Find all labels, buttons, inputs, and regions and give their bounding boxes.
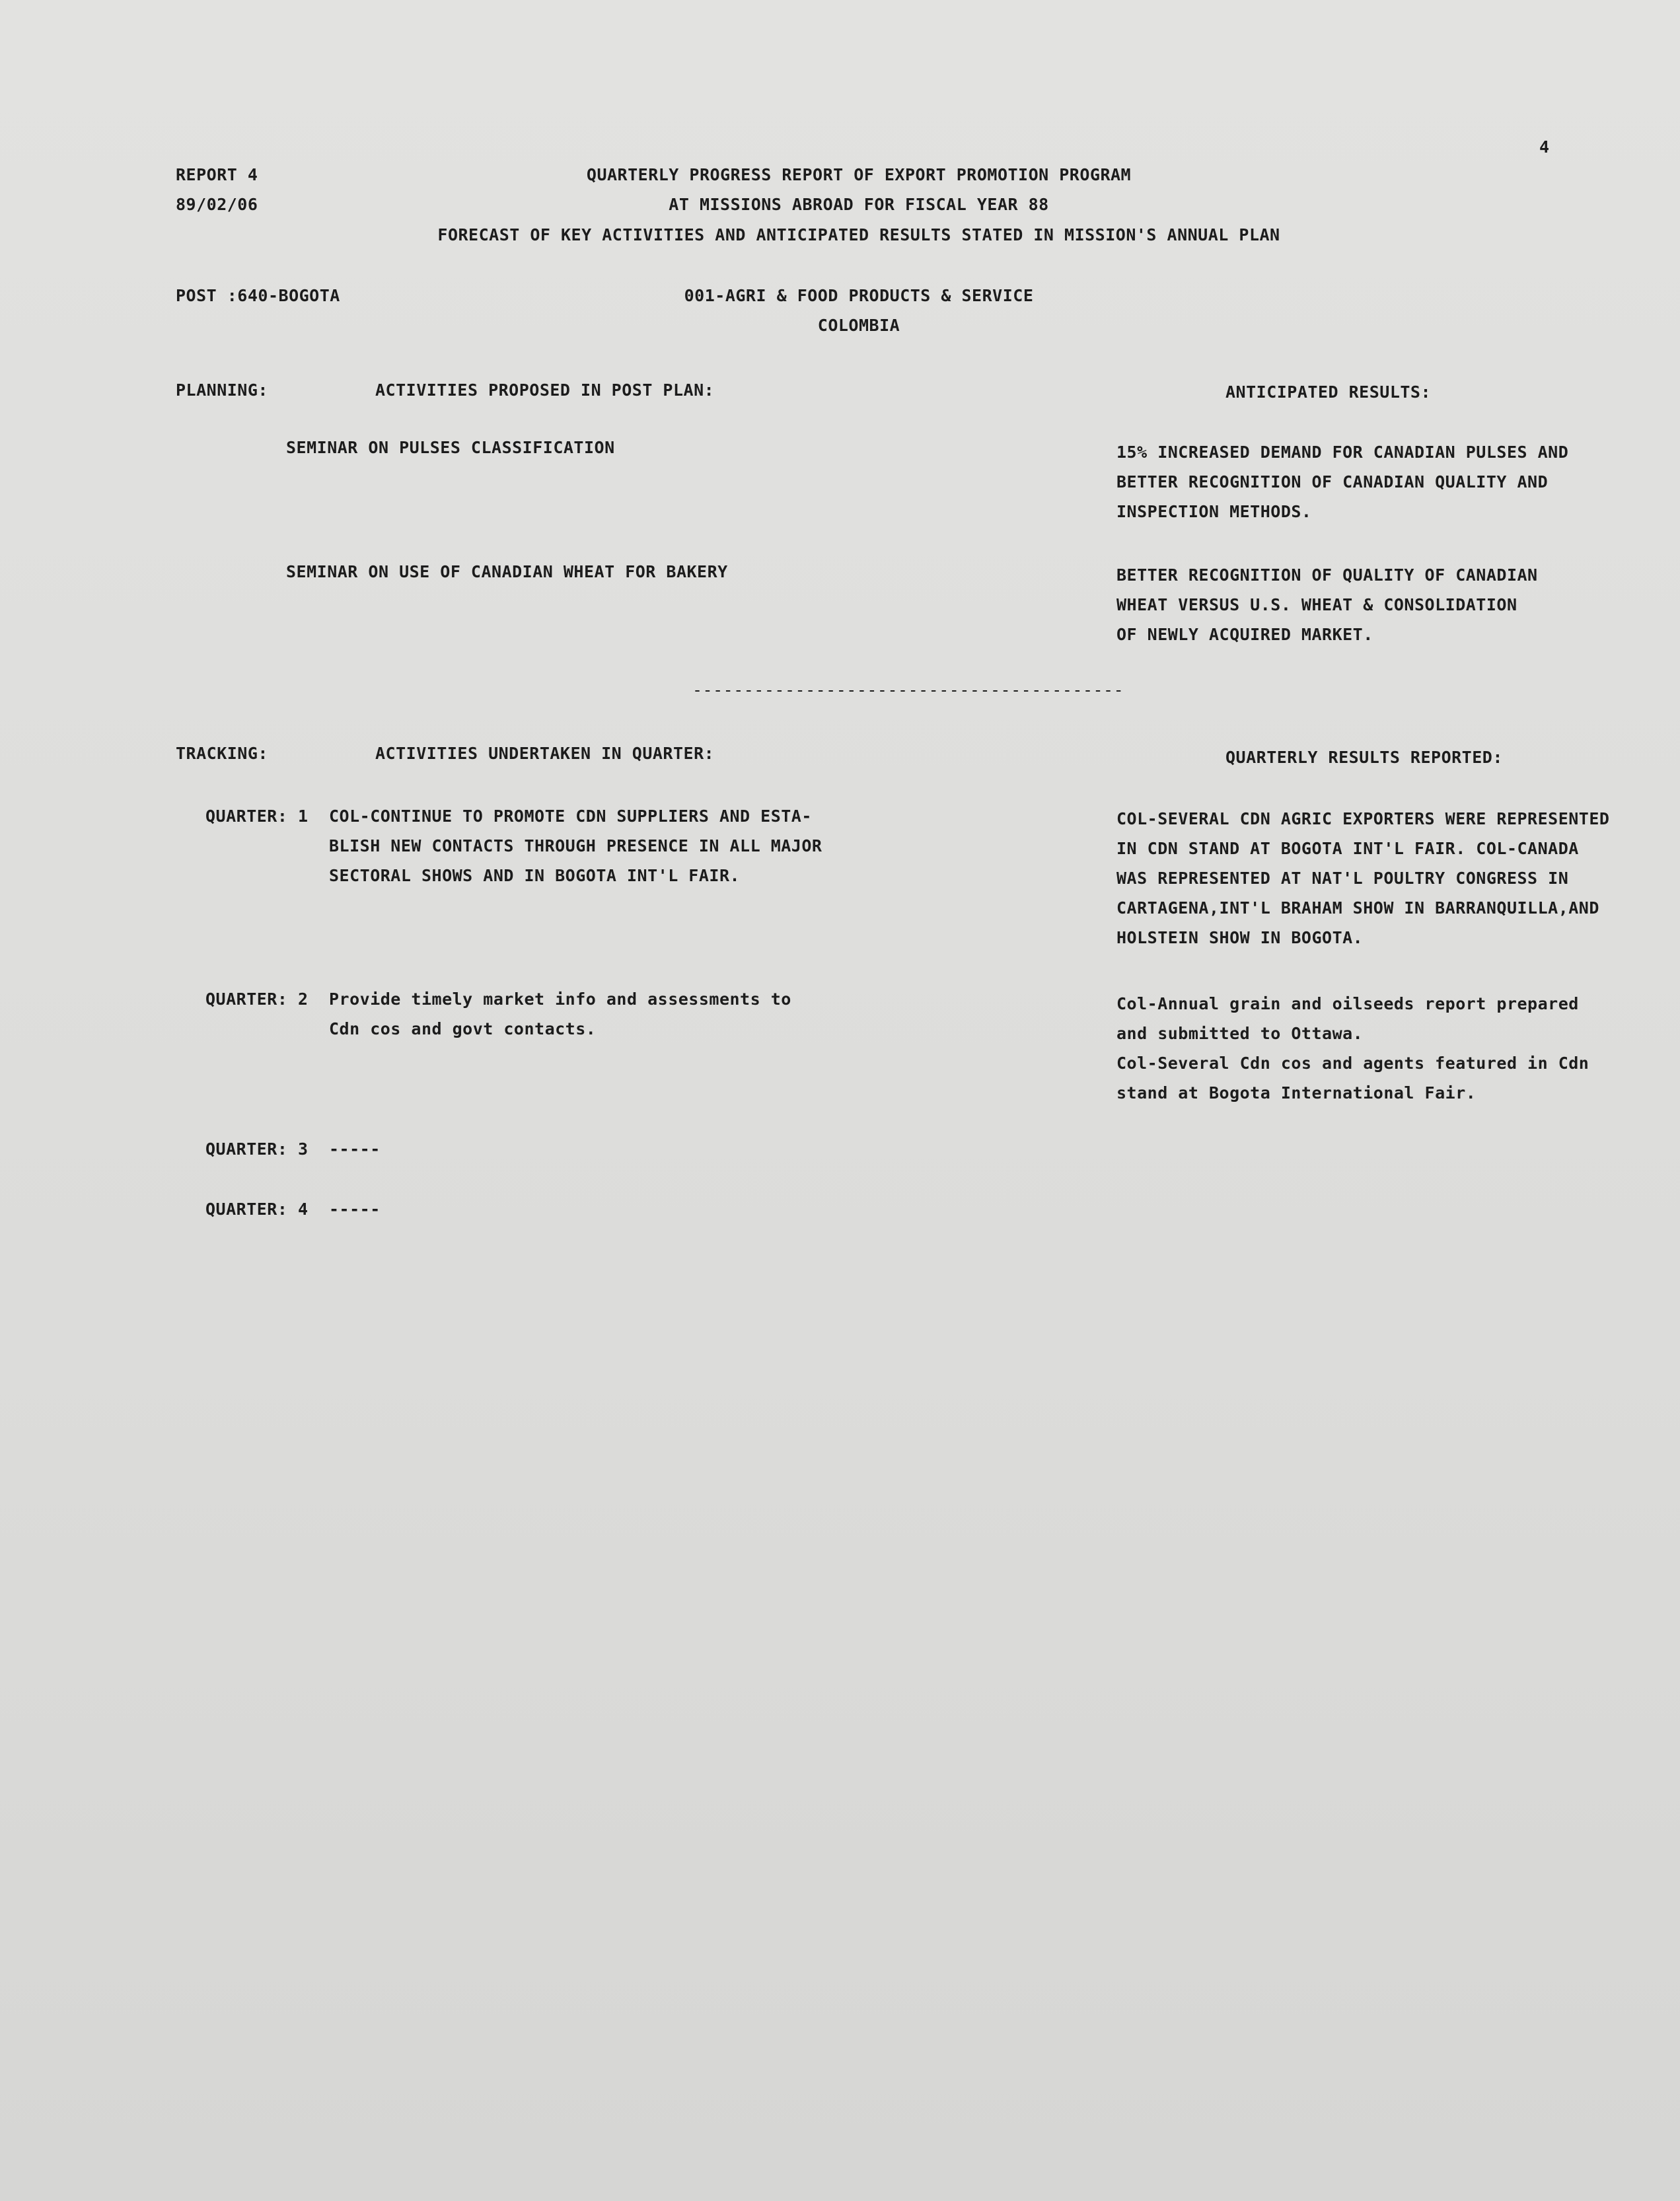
tracking-label: TRACKING: [176, 744, 268, 763]
planning-label: PLANNING: [176, 380, 268, 400]
report-id: REPORT 4 [176, 165, 258, 184]
country-label: COLOMBIA [817, 316, 900, 335]
report-date: 89/02/06 [176, 195, 258, 214]
post-label: POST :640-BOGOTA [176, 286, 340, 305]
sector-label: 001-AGRI & FOOD PRODUCTS & SERVICE [684, 286, 1034, 305]
quarter-3-activity: ----- [329, 1139, 381, 1159]
quarter-3-label: QUARTER: 3 [205, 1139, 309, 1159]
tracking-results-header: QUARTERLY RESULTS REPORTED: [1225, 748, 1503, 767]
title-line-2: AT MISSIONS ABROAD FOR FISCAL YEAR 88 [669, 195, 1049, 214]
planning-activities-header: ACTIVITIES PROPOSED IN POST PLAN: [375, 380, 715, 400]
planning-result-2: BETTER RECOGNITION OF QUALITY OF CANADIAN WHEAT VERSUS U.S. WHEAT & CONSOLIDATION OF NEWLY ACQUIRED MARKET. [1116, 565, 1538, 644]
section-divider: ------------------------------------------ [692, 680, 1124, 700]
page-number: 4 [1539, 137, 1550, 157]
planning-results-header: ANTICIPATED RESULTS: [1225, 382, 1432, 402]
quarter-1-result: COL-SEVERAL CDN AGRIC EXPORTERS WERE REPRESENTED IN CDN STAND AT BOGOTA INT'L FAIR. COL-CANADA WAS REPRESENTED AT NAT'L POULTRY CONGRESS IN CARTAGENA,INT'L BRAHAM SHOW IN BARRANQUILLA,AND HOLSTEIN SHOW IN BOGOTA. [1116, 809, 1610, 947]
planning-activity-2: SEMINAR ON USE OF CANADIAN WHEAT FOR BAKERY [286, 562, 728, 581]
title-line-1: QUARTERLY PROGRESS REPORT OF EXPORT PROMOTION PROGRAM [586, 165, 1132, 184]
quarter-4-label: QUARTER: 4 [205, 1200, 309, 1219]
quarter-2-activity: Provide timely market info and assessments to Cdn cos and govt contacts. [329, 990, 791, 1038]
quarter-2-label: QUARTER: 2 [205, 990, 309, 1009]
tracking-activities-header: ACTIVITIES UNDERTAKEN IN QUARTER: [375, 744, 715, 763]
planning-result-1: 15% INCREASED DEMAND FOR CANADIAN PULSES AND BETTER RECOGNITION OF CANADIAN QUALITY AND INSPECTION METHODS. [1116, 443, 1569, 521]
title-line-3: FORECAST OF KEY ACTIVITIES AND ANTICIPATED RESULTS STATED IN MISSION'S ANNUAL PLAN [437, 225, 1280, 244]
quarter-1-label: QUARTER: 1 [205, 807, 309, 826]
planning-activity-1: SEMINAR ON PULSES CLASSIFICATION [286, 438, 615, 457]
quarter-2-result: Col-Annual grain and oilseeds report prepared and submitted to Ottawa. Col-Several Cdn cos and agents featured in Cdn stand at Bogota International Fair. [1116, 994, 1589, 1102]
quarter-4-activity: ----- [329, 1200, 381, 1219]
quarter-1-activity: COL-CONTINUE TO PROMOTE CDN SUPPLIERS AND ESTA- BLISH NEW CONTACTS THROUGH PRESENCE IN ALL MAJOR SECTORAL SHOWS AND IN BOGOTA INT'L FAIR. [329, 807, 822, 885]
